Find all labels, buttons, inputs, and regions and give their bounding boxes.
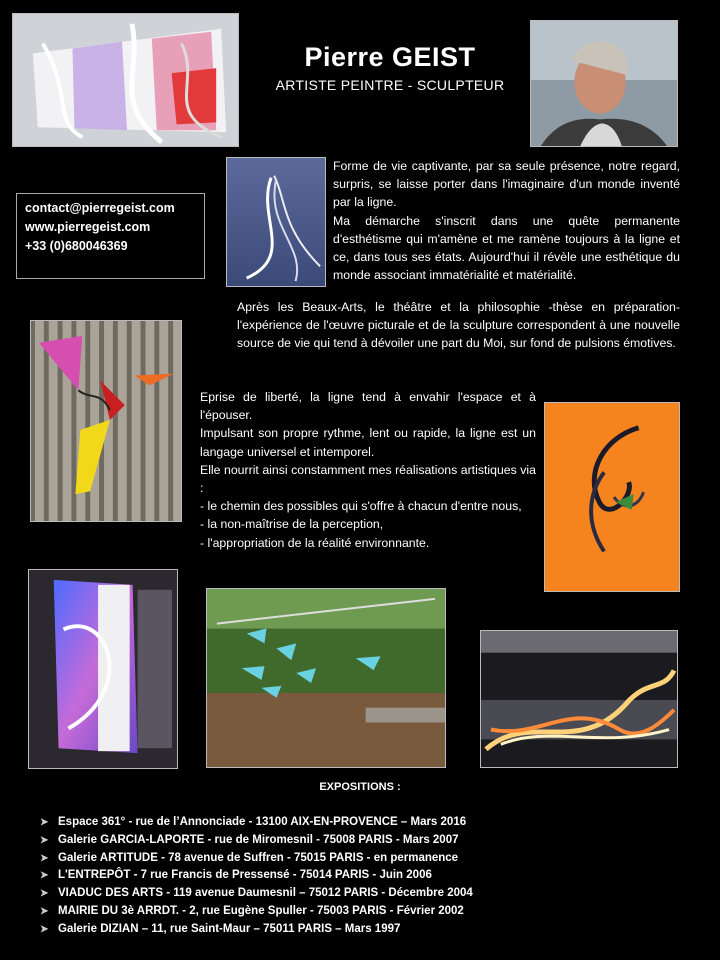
artist-portrait-photo [530,20,678,147]
contact-box [16,193,205,279]
artwork-photo-prism [12,13,239,147]
arrow-bullet-icon: ➤ [40,888,49,900]
contact-phone: +33 (0)680046369 [25,239,128,253]
middle-paragraph-1: Eprise de liberté, la ligne tend à envahir l'espace et à l'épouser. [200,390,536,423]
contact-email[interactable]: contact@pierregeist.com [25,201,175,215]
arrow-bullet-icon: ➤ [40,870,49,882]
artwork-photo-neon [480,630,678,768]
exposition-item: ➤ MAIRIE DU 3è ARRDT. - 2, rue Eugène Spuller - 75003 PARIS - Février 2002 [40,903,473,921]
middle-bullet-2: - la non-maîtrise de la perception, [200,517,384,532]
exposition-item: ➤ L'ENTREPÔT - 7 rue Francis de Pressensé - 75014 PARIS - Juin 2006 [40,867,473,885]
middle-paragraph-3: Elle nourrit ainsi constamment mes réalisations artistiques via : [200,462,536,496]
artist-name: Pierre GEIST [304,42,476,72]
middle-bullet-1: - le chemin des possibles qui s'offre à chacun d'entre nous, [200,499,522,514]
exposition-item: ➤ Galerie ARTITUDE - 78 avenue de Suffren - 75015 PARIS - en permanence [40,850,473,868]
artwork-photo-blue-line [226,157,326,287]
intro-text-block [333,157,680,284]
middle-bullet-3: - l'appropriation de la réalité environnante. [200,535,430,550]
intro-paragraph-3: Après les Beaux-Arts, le théâtre et la philosophie -thèse en préparation- l'expérience de l'œuvre picturale et de la sculpture correspondent à une nouvelle source de vie qui tend à dévoiler une part du Moi, sur fond de pulsions émotives. [237,300,680,351]
artist-subtitle: ARTISTE PEINTRE - SCULPTEUR [275,77,505,93]
artwork-photo-orange [544,402,680,592]
artwork-photo-iridescent [28,569,178,769]
intro-paragraph-2: Ma démarche s'inscrit dans une quête permanente d'esthétisme qui m'amène et me ramène toujours à la ligne et ce, dans tous ses états. Aujourd'hui il révèle une esthétique du monde associant immatérialité et matérialité. [333,213,680,283]
intro-paragraph-1: Forme de vie captivante, par sa seule présence, notre regard, surpris, se laisse porter dans l'imaginaire d'un monde inventé par la ligne. [333,159,680,210]
contact-website[interactable]: www.pierregeist.com [25,220,151,234]
expositions-title: EXPOSITIONS : [319,781,401,793]
arrow-bullet-icon: ➤ [40,923,49,935]
middle-paragraph-2: Impulsant son propre rythme, lent ou rapide, la ligne est un langage universel et intemporel. [200,426,536,459]
exposition-item: ➤ Espace 361° - rue de l’Annonciade - 13100 AIX-EN-PROVENCE – Mars 2016 [40,814,473,832]
arrow-bullet-icon: ➤ [40,834,49,846]
arrow-bullet-icon: ➤ [40,817,49,828]
exposition-item: ➤ Galerie DIZIAN – 11, rue Saint-Maur – 75011 PARIS – Mars 1997 [40,921,473,939]
artwork-photo-bamboo [30,320,182,522]
middle-text-block [200,388,536,552]
artwork-photo-garden [206,588,446,768]
expositions-list [40,814,473,939]
arrow-bullet-icon: ➤ [40,852,49,864]
exposition-item: ➤ VIADUC DES ARTS - 119 avenue Daumesnil – 75012 PARIS - Décembre 2004 [40,885,473,903]
exposition-item: ➤ Galerie GARCIA-LAPORTE - rue de Miromesnil - 75008 PARIS - Mars 2007 [40,832,473,850]
arrow-bullet-icon: ➤ [40,905,49,917]
